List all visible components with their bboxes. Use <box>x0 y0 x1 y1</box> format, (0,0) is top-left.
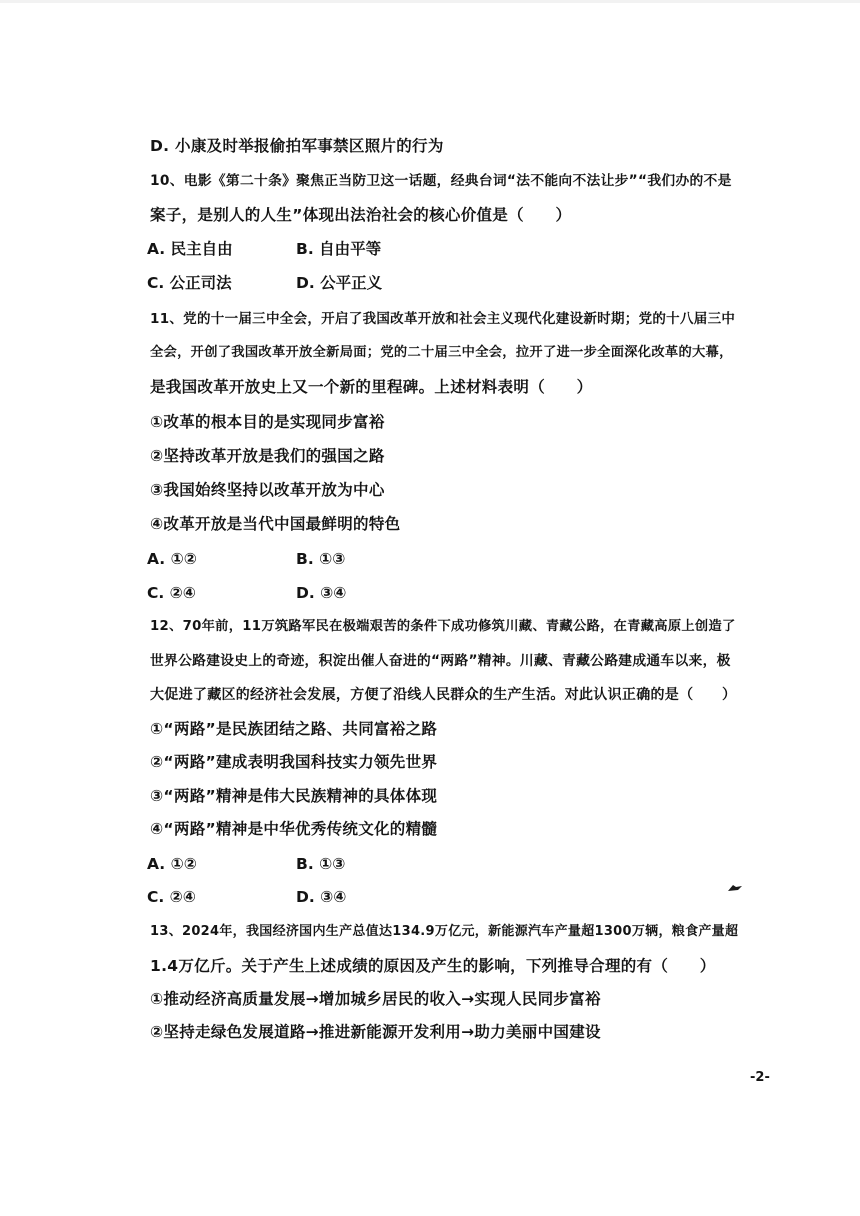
top-edge <box>0 0 860 3</box>
q12-option-c: C. ②④ <box>147 888 196 906</box>
q11-statement-3: ③我国始终坚持以改革开放为中心 <box>150 481 385 499</box>
ink-smudge <box>728 884 742 892</box>
q11-statement-4: ④改革开放是当代中国最鲜明的特色 <box>150 515 401 533</box>
q12-stem-line-3: 大促进了藏区的经济社会发展，方便了沿线人民群众的生产生活。对此认识正确的是（ ） <box>150 687 737 703</box>
q11-statement-1: ①改革的根本目的是实现同步富裕 <box>150 413 385 431</box>
q11-stem-line-2: 全会，开创了我国改革开放全新局面；党的二十届三中全会，拉开了进一步全面深化改革的大幕， <box>150 345 733 360</box>
q10-option-d: D. 公平正义 <box>296 274 383 292</box>
q13-stem-line-2: 1.4万亿斤。关于产生上述成绩的原因及产生的影响，下列推导合理的有（ ） <box>150 957 716 975</box>
q12-option-d: D. ③④ <box>296 888 347 906</box>
q13-statement-1: ①推动经济高质量发展→增加城乡居民的收入→实现人民同步富裕 <box>150 990 601 1008</box>
q13-stem-line-1: 13、2024年，我国经济国内生产总值达134.9万亿元，新能源汽车产量超1300万辆，粮食产量超 <box>150 924 739 939</box>
q11-option-b: B. ①③ <box>296 550 346 568</box>
q9-option-d: D. 小康及时举报偷拍军事禁区照片的行为 <box>150 137 444 155</box>
q11-option-a: A. ①② <box>147 550 197 568</box>
q11-statement-2: ②坚持改革开放是我们的强国之路 <box>150 447 385 465</box>
q11-stem-line-1: 11、党的十一届三中全会，开启了我国改革开放和社会主义现代化建设新时期；党的十八届三中 <box>150 311 736 327</box>
q12-statement-4: ④“两路”精神是中华优秀传统文化的精髓 <box>150 820 438 838</box>
q10-option-b: B. 自由平等 <box>296 240 382 258</box>
q13-statement-2: ②坚持走绿色发展道路→推进新能源开发利用→助力美丽中国建设 <box>150 1023 601 1041</box>
q12-option-a: A. ①② <box>147 855 197 873</box>
q12-stem-line-1: 12、70年前，11万筑路军民在极端艰苦的条件下成功修筑川藏、青藏公路，在青藏高原上创造了 <box>150 619 736 634</box>
q12-statement-3: ③“两路”精神是伟大民族精神的具体体现 <box>150 787 438 805</box>
q10-option-a: A. 民主自由 <box>147 240 233 258</box>
page-number: -2- <box>750 1070 770 1085</box>
q12-statement-1: ①“两路”是民族团结之路、共同富裕之路 <box>150 720 438 738</box>
q12-option-b: B. ①③ <box>296 855 346 873</box>
q10-option-c: C. 公正司法 <box>147 274 232 292</box>
q11-stem-line-3: 是我国改革开放史上又一个新的里程碑。上述材料表明（ ） <box>150 378 593 396</box>
q11-option-c: C. ②④ <box>147 584 196 602</box>
q10-stem-line-1: 10、电影《第二十条》聚焦正当防卫这一话题，经典台词“法不能向不法让步”“我们办的不是 <box>150 173 732 189</box>
q10-stem-line-2: 案子，是别人的人生”体现出法治社会的核心价值是（ ） <box>150 206 572 224</box>
q12-stem-line-2: 世界公路建设史上的奇迹，积淀出催人奋进的“两路”精神。川藏、青藏公路建成通车以来，极 <box>150 653 731 669</box>
q11-option-d: D. ③④ <box>296 584 347 602</box>
q12-statement-2: ②“两路”建成表明我国科技实力领先世界 <box>150 753 438 771</box>
